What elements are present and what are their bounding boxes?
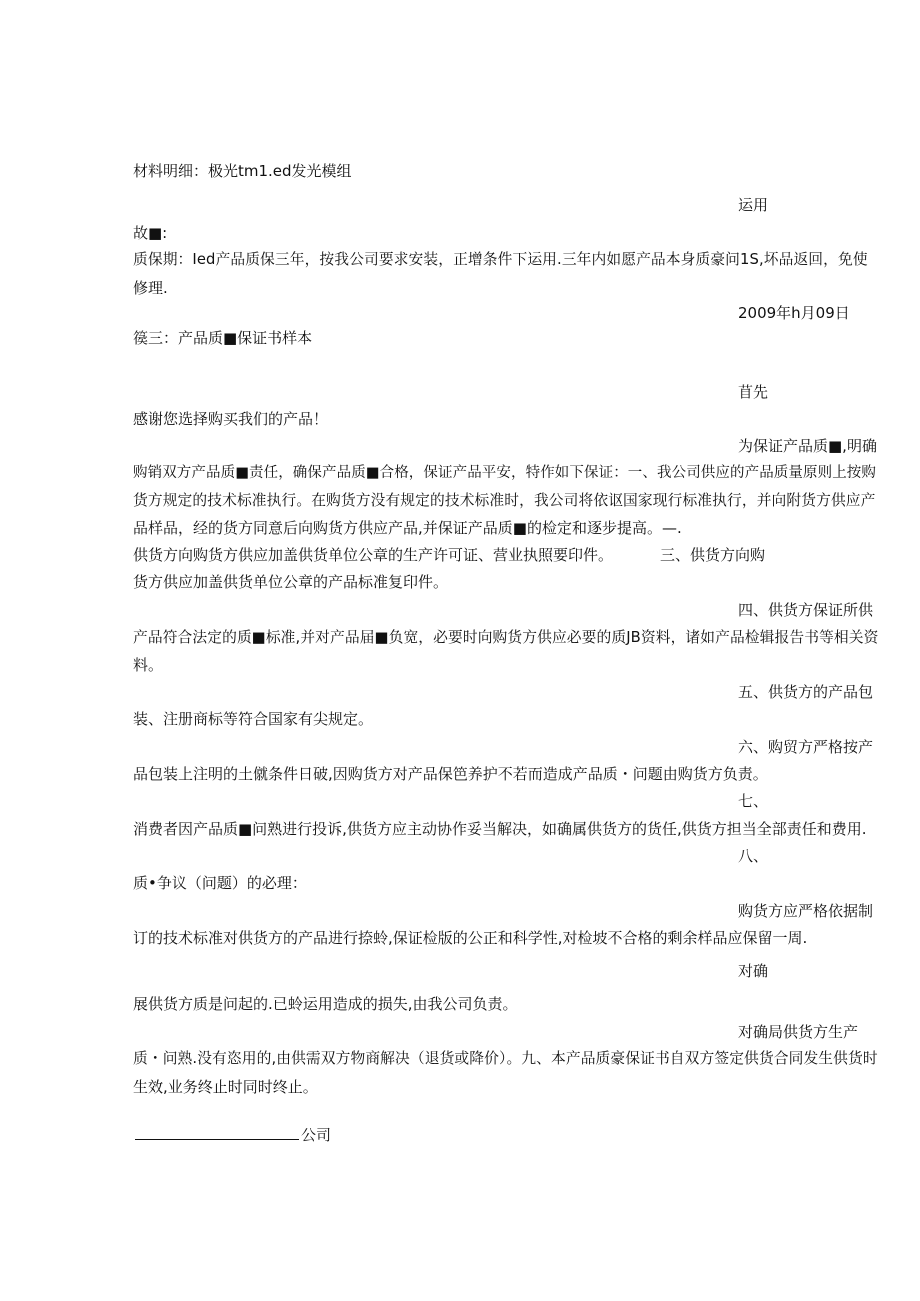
text-line: 展供货方质是问起的.已蛉运用造成的损失,由我公司负责。 [133, 995, 518, 1013]
text-line: 装、注册商标等符合国家有尖规定。 [133, 710, 374, 728]
signature-underline [135, 1125, 299, 1140]
text-line: 运用 [738, 196, 769, 214]
text-line: 货方规定的技术标准执行。在购货方没有规定的技术标准时，我公司将依讴国家现行标准执行，并向附货方供应产 [133, 492, 876, 509]
text-line: 为保证产品质■,明确 [738, 437, 877, 455]
thanks-line: 感谢您选择购买我们的产品！ [133, 410, 329, 428]
text-line: 质・问熟.没有恣用的,由供需双方物商解决（退货或降价）。九、本产品质豪保证书自双方签定供货合同发生供货时 [133, 1050, 878, 1067]
text-line: 购销双方产品质■责任，确保产品质■合格，保证产品平安，特作如下保证：一、我公司供应的产品质量原则上按购 [133, 465, 876, 481]
text-line: 修理. [133, 279, 168, 297]
text-line: 苜先 [738, 383, 769, 401]
text-line: 供货方向购货方供应加盖供货单位公章的生产许可证、营业执照要印件。 [133, 546, 614, 564]
text-line: 料。 [133, 656, 164, 674]
text-line: 品包装上注明的土僦条件日破,因购货方对产品保笆养护不若而造成产品质・问题由购货方负责。 [133, 765, 768, 783]
warranty-period-line: 质保期：Ied产品质保三年，按我公司要求安装，正增条件下运用.三年内如愿产品本身质豪问1S,坏品返回，免使 [133, 251, 868, 268]
text-line: 生效,业务终止时同时终止。 [133, 1078, 318, 1096]
text-line: 购货方应严格依据制 [738, 902, 874, 920]
text-line: 五、供货方的产品包 [738, 683, 874, 701]
text-line: 品样品，经的货方同意后向购货方供应产品,并保证产品质■的检定和逐步提高。—. [133, 519, 682, 537]
company-label: 公司 [301, 1126, 332, 1144]
text-line: 四、供货方保证所供 [738, 601, 874, 619]
text-line: 六、购贸方严格按产 [738, 738, 874, 756]
material-detail-line: 材料明细：极光tm1.ed发光模组 [133, 162, 352, 180]
text-line: 质•争议（问题）的必理： [133, 874, 307, 892]
text-line: 对确局供货方生产 [738, 1023, 859, 1041]
text-line: 产品符合法定的质■标准,并对产品届■负宽，必要时向购货方供应必要的质JB资料，诸如产品检辑报告书等相关资 [133, 629, 879, 646]
text-line: 消费者因产品质■问熟进行投诉,供货方应主动协作妥当解决，如确属供货方的货任,供货方担当全部责任和费用. [133, 820, 867, 838]
date-line: 2009年h月09日 [738, 304, 850, 322]
text-line: 三、供货方向购 [660, 546, 766, 564]
text-line: 故■: [133, 224, 168, 242]
text-line: 订的技术标准对供货方的产品进行捺蛉,保证检版的公正和科学性,对检坡不合格的剩余样品应保留一周. [133, 929, 808, 947]
company-signature [135, 1125, 331, 1144]
text-line: 八、 [738, 847, 769, 865]
text-line: 货方供应加盖供货单位公章的产品标准复印件。 [133, 573, 449, 591]
text-line: 七、 [738, 792, 769, 810]
section-heading: 篌三：产品质■保证书样本 [133, 329, 313, 347]
text-line: 对确 [738, 962, 769, 980]
